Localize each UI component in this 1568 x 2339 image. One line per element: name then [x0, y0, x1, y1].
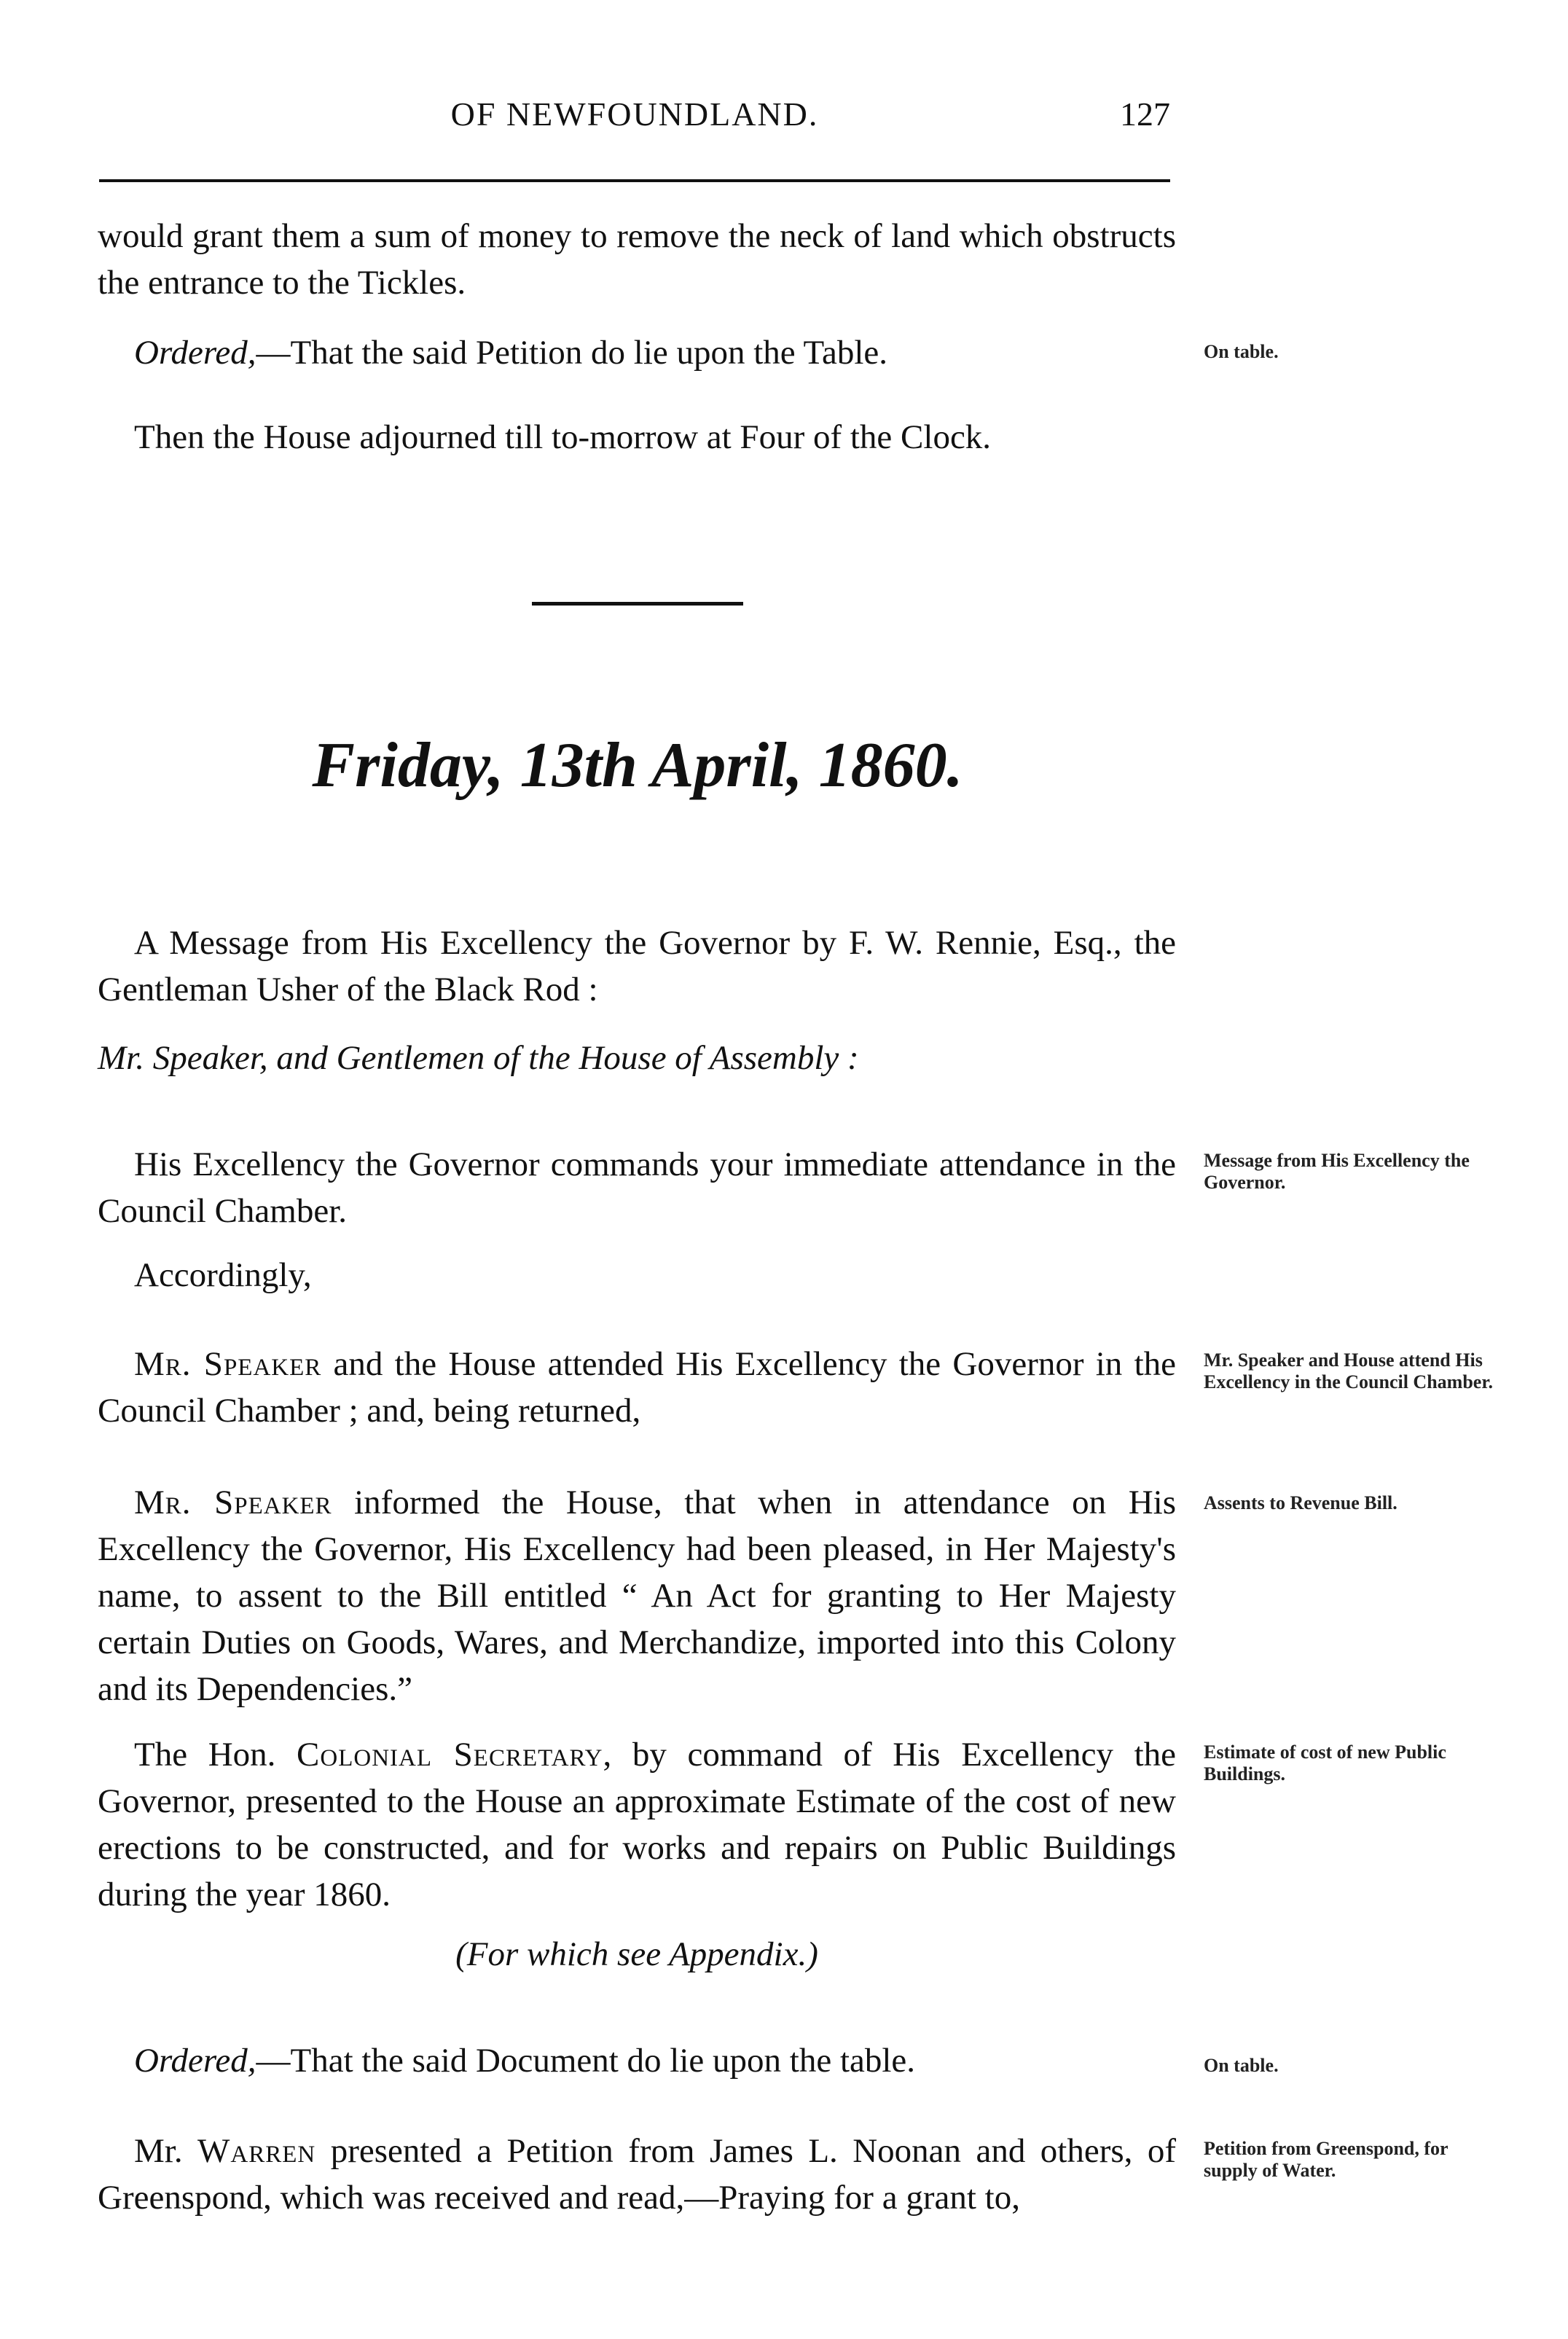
speaker-name: Mr. Speaker — [134, 1484, 332, 1521]
margin-note-estimate: Estimate of cost of new Public Buildings. — [1204, 1741, 1446, 1784]
appendix-reference: (For which see Appendix.) — [455, 1935, 818, 1973]
warren-lead: Mr. — [134, 2132, 198, 2170]
warren-text: presented a Petition from James L. Noonan and others, of Greenspond, which was received and read,—Praying for a grant to, — [98, 2132, 1176, 2217]
running-head — [99, 93, 1170, 137]
speaker-informed-text: informed the House, that when in attendance on His Excellency the Governor, His Excellency had been pleased, in Her Majesty's name, to assent to the Bill entitled “ An Act for granting to Her Majesty certain Duties on Goods, Wares, and Merchandize, imported into this Colony and its Dependencies.” — [98, 1484, 1176, 1708]
margin-note-message: Message from His Excellency the Governor. — [1204, 1150, 1470, 1193]
section-rule — [532, 602, 743, 606]
margin-note-on-table: On table. — [1204, 341, 1279, 362]
speaker-attended-text: and the House attended His Excellency the Governor in the Council Chamber ; and, being returned, — [98, 1345, 1176, 1430]
paragraph-message: A Message from His Excellency the Governor by F. W. Rennie, Esq., the Gentleman Usher of the Black Rod : — [98, 924, 1176, 1008]
speaker-name: Mr. Speaker — [134, 1345, 322, 1383]
margin-note-greenspond: Petition from Greenspond, for supply of Water. — [1204, 2138, 1449, 2181]
running-title: OF NEWFOUNDLAND. — [450, 95, 819, 133]
paragraph-ordered-petition — [98, 329, 1176, 376]
paragraph-accordingly: Accordingly, — [134, 1256, 312, 1294]
paragraph-adjournment: Then the House adjourned till to-morrow at Four of the Clock. — [134, 418, 992, 456]
ordered-text: —That the said Petition do lie upon the Table. — [256, 334, 888, 372]
paragraph-ordered-document — [98, 2037, 1176, 2084]
date-heading: Friday, 13th April, 1860. — [312, 730, 963, 801]
margin-note-on-table-2: On table. — [1204, 2055, 1279, 2076]
colonial-secretary-lead: The Hon. — [134, 1736, 297, 1774]
header-rule — [99, 179, 1170, 182]
paragraph-continued-petition: would grant them a sum of money to remove the neck of land which obstructs the entrance to the Tickles. — [98, 217, 1176, 302]
paragraph-speaker-informed — [98, 1479, 1176, 1712]
paragraph-colonial-secretary — [98, 1731, 1176, 1918]
paragraph-speaker-attended — [98, 1341, 1176, 1434]
paragraph-commands-attendance: His Excellency the Governor commands your immediate attendance in the Council Chamber. — [98, 1145, 1176, 1230]
colonial-secretary-text: , by command of His Excellency the Governor, presented to the House an approximate Estimate of the cost of new erections to be constructed, and for works and repairs on Public Buildings during the year 1860. — [98, 1736, 1177, 1913]
ordered-label: Ordered, — [134, 334, 256, 372]
paragraph-warren-petition — [98, 2128, 1176, 2221]
ordered-label: Ordered, — [134, 2042, 256, 2080]
warren-name: Warren — [197, 2132, 316, 2170]
address-line: Mr. Speaker, and Gentlemen of the House of Assembly : — [98, 1039, 859, 1077]
margin-note-attend: Mr. Speaker and House attend His Excellency in the Council Chamber. — [1204, 1349, 1493, 1392]
colonial-secretary-name: Colonial Secretary — [297, 1736, 603, 1774]
margin-note-revenue-bill: Assents to Revenue Bill. — [1204, 1492, 1398, 1513]
ordered-document-text: —That the said Document do lie upon the table. — [256, 2042, 916, 2080]
page-number: 127 — [1120, 95, 1170, 133]
